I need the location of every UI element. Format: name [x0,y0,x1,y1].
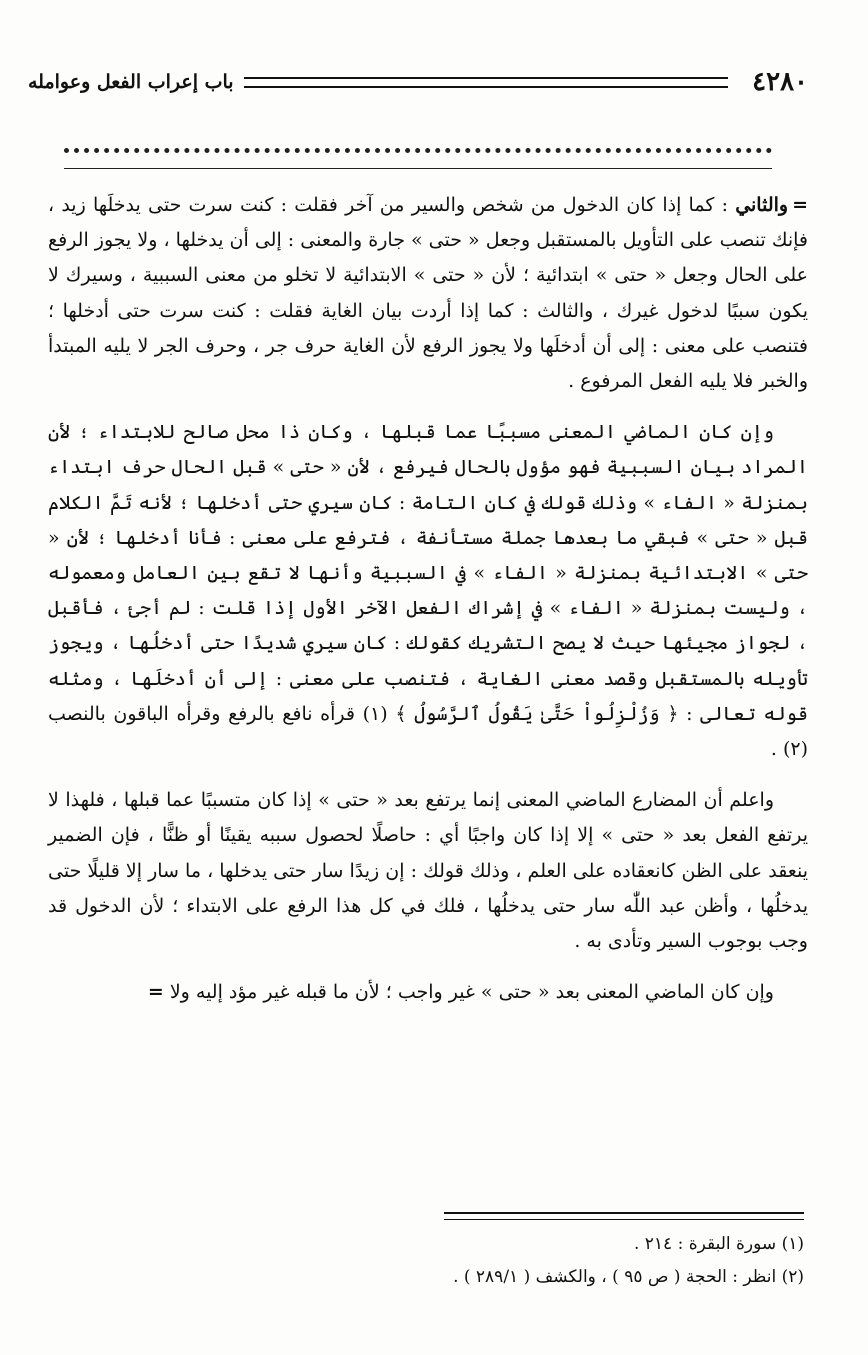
paragraph-1 [48,188,808,399]
header-rule [244,77,729,88]
running-title: باب إعراب الفعل وعوامله [28,71,234,93]
footnote-2: (٢) انظر : الحجة ( ص ٩٥ ) ، والكشف ( ٢٨٩/١ ) . [453,1267,804,1287]
footnote-1: (١) سورة البقرة : ٢١٤ . [633,1234,804,1254]
page-number: ٤٢٨٠ [752,67,808,97]
footnotes [48,1228,804,1294]
page-header [28,62,808,102]
paragraph-4 [48,975,808,1010]
dotted-separator [64,148,772,153]
paragraph-2: وإن كان الماضي المعنى مسببًا عما قبلها ، وكان ذا محل صالح للابتداء ؛ لأن المراد بيان السببية فهو مؤول بالحال فيرفع ، لأن « حتى » قبل الحال حرف ابتداء بمنزلة « الفاء » وذلك قولك في كان التامة : كان سيري حتى أدخلها ؛ لأنه تَمَّ الكلام قبل « حتى » فبقي ما بعدها جملة مستأنفة ، فترفع على معنى : فأنا أدخلها ؛ لأن « حتى » الابتدائية بمنزلة « الفاء » في السببية وأنها لا تقع بين العامل ومعموله ، وليست بمنزلة « الفاء » في إشراك الفعل الآخر الأول إذا قلت : لم أجئ ، فأقبل ، لجواز مجيئها حيث لا يصح التشريك كقولك : كان سيري شديدًا حتى أدخلُها ، ويجوز تأويله بالمستقبل وقصد معنى الغاية ، فتنصب على معنى : إلى أن أدخلَها ، ومثله قوله تعالى : ﴿ وَزُلْزِلُواْ حَتَّىٰ يَقُولُ ٱلرَّسُولُ ﴾ (١) قرأه نافع بالرفع وقرأه الباقون بالنصب (٢) . [48,421,808,761]
paragraph-3: واعلم أن المضارع الماضي المعنى إنما يرتفع بعد « حتى » إذا كان متسببًا عما قبلها ، فلهذا لا يرتفع الفعل بعد « حتى » إلا إذا كان واجبًا أي : حاصلًا لحصول سببه يقينًا أو ظنًّا ، فإن الضمير ينعقد على الظن كانعقاده على العلم ، وذلك قولك : إن زيدًا سار حتى يدخلها ، ما سار إلا قليلًا حتى يدخلُها ، وأظن عبد اللّٰه سار حتى يدخلُها ، فلك في كل هذا الرفع على الابتداء ؛ لأن الدخول قد وجب بوجوب السير وتأدى به . [48,789,808,953]
continuation-marker: = [792,194,808,216]
main-text [48,188,808,1026]
paragraph-lead: والثاني [735,194,789,216]
paragraph-1-text: : كما إذا كان الدخول من شخص والسير من آخر فقلت : كنت سرت حتى يدخلَها زيد ، فإنك تنصب على التأويل بالمستقبل وجعل « حتى » جارة والمعنى : إلى أن يدخلها ، ولا يجوز الرفع على الحال وجعل « حتى » ابتدائية ؛ لأن « حتى » الابتدائية لا تخلو من معنى السببية ، وسيرك لا يكون سببًا لدخول غيرك ، والثالث : كما إذا أردت بيان الغاية فقلت : كنت سرت حتى أدخلها ؛ فتنصب على معنى : إلى أن أدخلَها ولا يجوز الرفع لأن الغاية حرف جر ، وحرف الجر لا يليه المبتدأ والخبر فلا يليه الفعل المرفوع . [48,194,808,393]
footnote-rule [444,1212,804,1220]
paragraph-4-text: وإن كان الماضي المعنى بعد « حتى » غير واجب ؛ لأن ما قبله غير مؤد إليه ولا [169,981,774,1004]
continuation-marker-end: = [147,981,164,1004]
separator-underline [64,168,772,169]
